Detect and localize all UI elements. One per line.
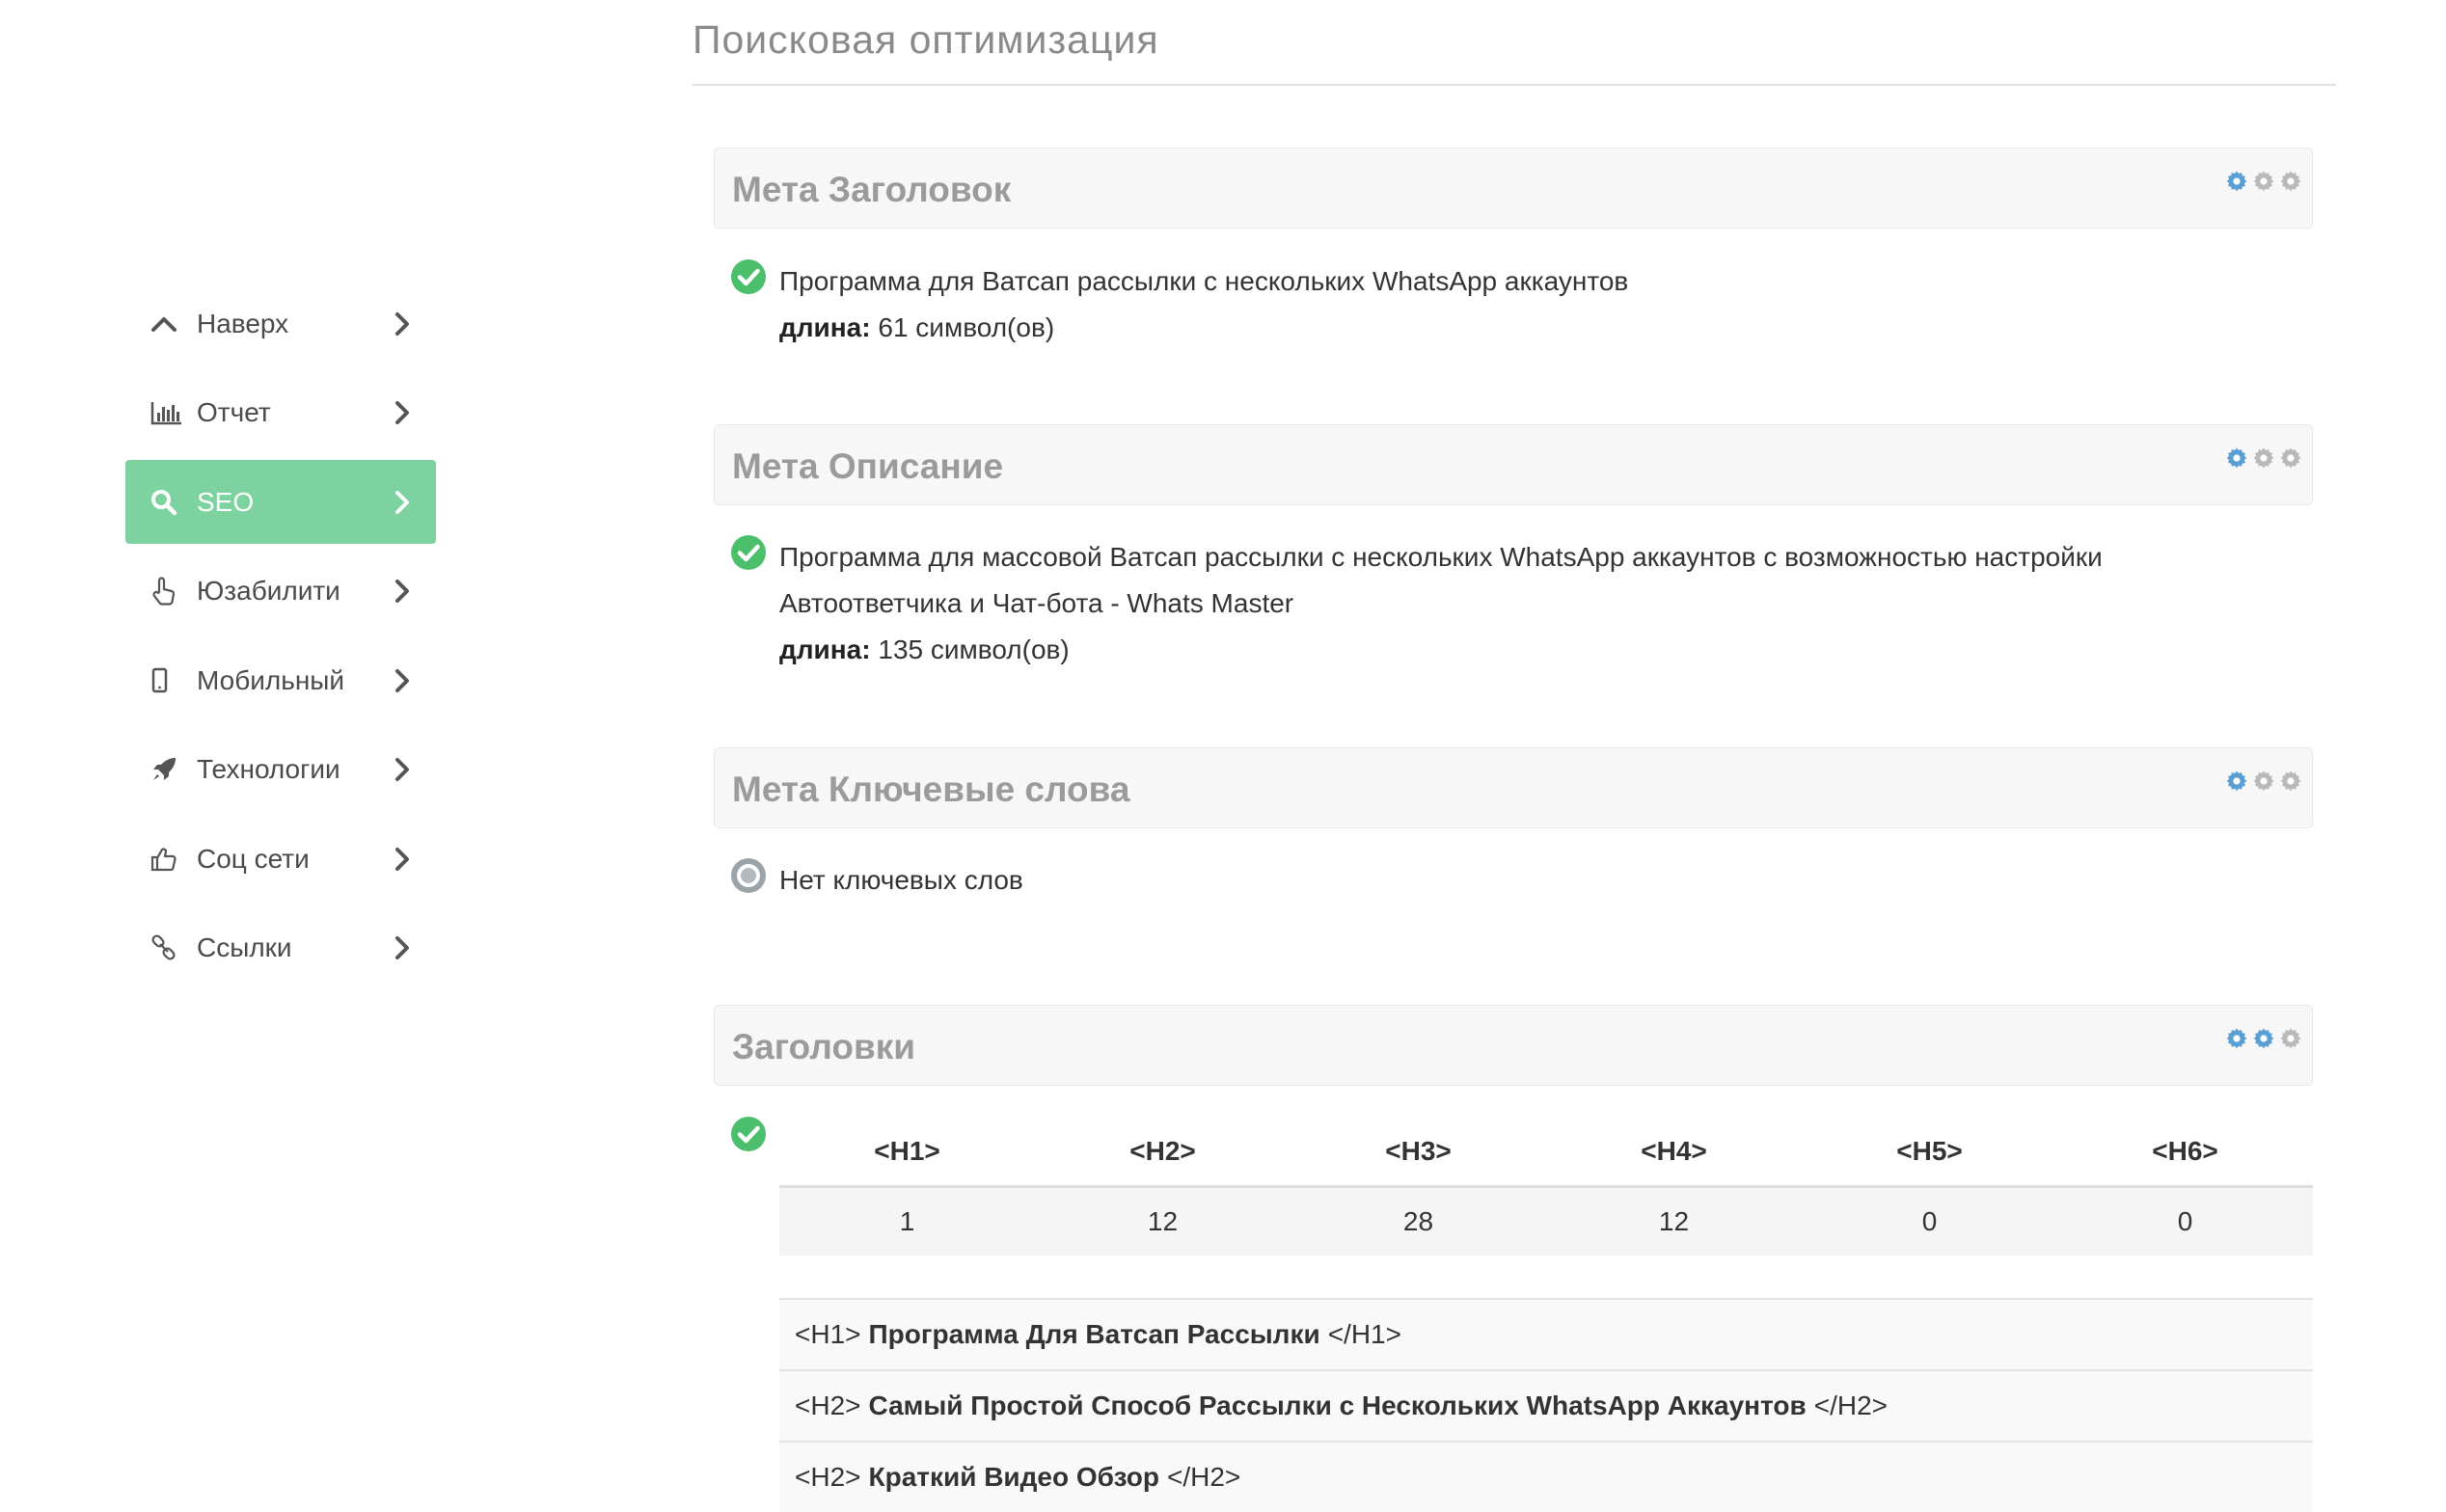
table-header-cell: <H6> [2057, 1119, 2313, 1186]
heading-text: Самый Простой Способ Рассылки с Нескольких WhatsApp Аккаунтов [868, 1390, 1807, 1420]
bar-chart-icon [150, 397, 191, 428]
table-header-cell: <H3> [1291, 1119, 1546, 1186]
meta-title-length [779, 312, 1054, 343]
section-header-meta-description [714, 424, 2313, 505]
sidebar-item-label: SEO [197, 486, 255, 517]
table-cell: 12 [1546, 1186, 1802, 1256]
importance-indicator [2225, 170, 2302, 193]
check-circle-icon [730, 258, 767, 295]
chevron-right-icon [392, 578, 413, 605]
chevron-right-icon [392, 846, 413, 873]
sidebar-item-usability[interactable] [125, 550, 436, 634]
title-divider [693, 84, 2336, 86]
link-icon [150, 932, 191, 963]
importance-indicator [2225, 770, 2302, 793]
sidebar-nav [125, 282, 436, 995]
table-cell: 1 [779, 1186, 1035, 1256]
table-header-cell: <H2> [1035, 1119, 1291, 1186]
sidebar-item-mobile[interactable] [125, 638, 436, 722]
search-icon [150, 487, 191, 518]
table-header-row [779, 1119, 2313, 1186]
check-circle-icon [730, 534, 767, 571]
sidebar-item-label: Технологии [197, 754, 340, 784]
neutral-circle-icon [730, 857, 767, 894]
sidebar-item-label: Наверх [197, 308, 289, 338]
gear-icon [2252, 1027, 2275, 1050]
table-header-cell: <H4> [1546, 1119, 1802, 1186]
chevron-right-icon [392, 399, 413, 426]
table-cell: 28 [1291, 1186, 1546, 1256]
check-circle-icon [730, 1116, 767, 1152]
meta-keywords-value: Нет ключевых слов [779, 865, 1023, 895]
sidebar-item-label: Соц сети [197, 843, 310, 874]
heading-open-tag: <H1> [795, 1319, 861, 1349]
chevron-right-icon [392, 489, 413, 516]
sidebar-item-top[interactable] [125, 282, 436, 365]
gear-icon [2225, 770, 2248, 793]
gear-icon [2225, 1027, 2248, 1050]
gear-icon [2252, 170, 2275, 193]
sidebar-item-label: Юзабилити [197, 576, 340, 606]
sidebar-item-links[interactable] [125, 906, 436, 990]
chevron-right-icon [392, 667, 413, 694]
meta-description-length [779, 634, 1070, 665]
sidebar-item-seo[interactable] [125, 460, 436, 544]
list-item [779, 1298, 2313, 1369]
chevron-right-icon [392, 756, 413, 783]
gear-icon [2279, 170, 2302, 193]
section-header-meta-keywords [714, 747, 2313, 828]
heading-close-tag: </H1> [1327, 1319, 1401, 1349]
gear-icon [2225, 446, 2248, 470]
length-label: длина: [779, 312, 871, 342]
section-title: Заголовки [732, 1027, 915, 1066]
gear-icon [2279, 770, 2302, 793]
importance-indicator [2225, 1027, 2302, 1050]
section-title: Мета Описание [732, 446, 1004, 486]
section-title: Мета Ключевые слова [732, 770, 1130, 809]
sidebar-item-label: Отчет [197, 397, 271, 427]
heading-text: Краткий Видео Обзор [868, 1462, 1159, 1492]
table-cell: 12 [1035, 1186, 1291, 1256]
gear-icon [2252, 446, 2275, 470]
heading-close-tag: </H2> [1813, 1390, 1889, 1420]
section-title: Мета Заголовок [732, 170, 1012, 209]
importance-indicator [2225, 446, 2302, 470]
sidebar-item-label: Мобильный [197, 664, 345, 695]
chevron-right-icon [392, 934, 413, 961]
chevron-right-icon [392, 310, 413, 338]
length-value: 61 символ(ов) [878, 312, 1055, 342]
page-title: Поисковая оптимизация [693, 17, 1159, 62]
headings-list [779, 1298, 2313, 1512]
length-label: длина: [779, 634, 871, 664]
heading-open-tag: <H2> [795, 1462, 861, 1492]
length-value: 135 символ(ов) [878, 634, 1070, 664]
sidebar-item-technologies[interactable] [125, 728, 436, 812]
gear-icon [2279, 446, 2302, 470]
sidebar-item-social[interactable] [125, 817, 436, 901]
list-item [779, 1441, 2313, 1512]
list-item [779, 1369, 2313, 1441]
table-header-cell: <H1> [779, 1119, 1035, 1186]
meta-description-value-line-1: Программа для массовой Ватсап рассылки с нескольких WhatsApp аккаунтов с возможностью настройки [779, 542, 2103, 572]
table-header-cell: <H5> [1802, 1119, 2057, 1186]
heading-open-tag: <H2> [795, 1390, 861, 1420]
sidebar-item-report[interactable] [125, 371, 436, 455]
heading-close-tag: </H2> [1167, 1462, 1241, 1492]
headings-count-table [779, 1119, 2313, 1256]
gear-icon [2225, 170, 2248, 193]
heading-text: Программа Для Ватсап Рассылки [868, 1319, 1320, 1349]
table-cell: 0 [2057, 1186, 2313, 1256]
meta-description-value-line-2: Автоответчика и Чат-бота - Whats Master [779, 588, 1294, 618]
gear-icon [2252, 770, 2275, 793]
mobile-phone-icon [150, 665, 191, 696]
rocket-icon [150, 754, 191, 785]
gear-icon [2279, 1027, 2302, 1050]
section-header-headings [714, 1005, 2313, 1086]
table-cell: 0 [1802, 1186, 2057, 1256]
pointer-hand-icon [150, 576, 191, 607]
table-row [779, 1186, 2313, 1256]
chevron-up-icon [150, 309, 191, 339]
meta-title-value: Программа для Ватсап рассылки с нескольких WhatsApp аккаунтов [779, 266, 1629, 296]
thumbs-up-icon [150, 844, 191, 875]
sidebar-item-label: Ссылки [197, 932, 292, 962]
section-header-meta-title [714, 148, 2313, 229]
